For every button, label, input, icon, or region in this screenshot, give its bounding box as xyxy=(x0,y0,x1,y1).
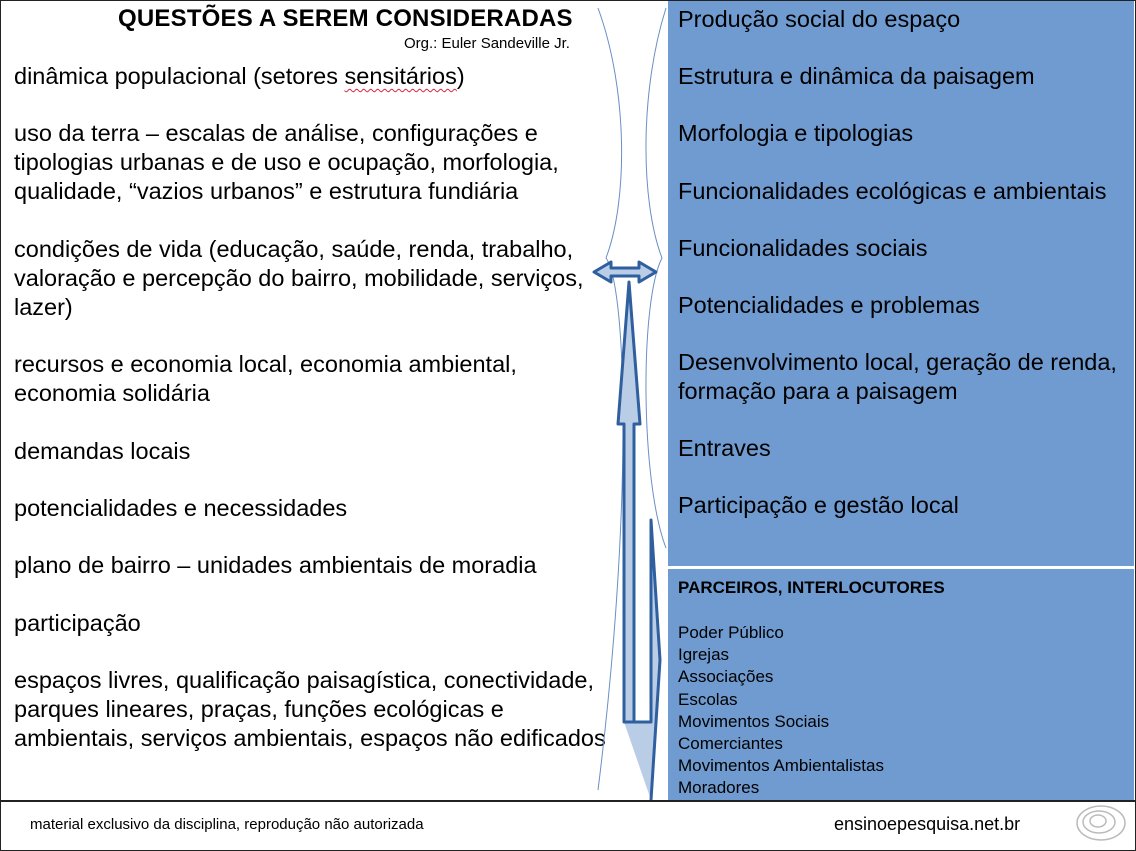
partner-item: Movimentos Ambientalistas xyxy=(678,756,884,776)
topic-item: Estrutura e dinâmica da paisagem xyxy=(678,63,1035,90)
topic-item: Morfologia e tipologias xyxy=(678,120,914,147)
list-item: demandas locais xyxy=(14,437,191,464)
list-item: uso da terra – escalas de análise, configurações e tipologias urbanas e de uso e ocupação, morfologia, qualidade, “vazios urbanos” e estrutura fundiária xyxy=(14,120,559,205)
double-arrow-icon xyxy=(594,262,656,282)
topic-item: Entraves xyxy=(678,434,771,461)
list-item-text: dinâmica populacional (setores xyxy=(14,63,338,89)
partner-item: Movimentos Sociais xyxy=(678,711,830,731)
page-subtitle: Org.: Euler Sandeville Jr. xyxy=(404,35,570,52)
topic-item: Potencialidades e problemas xyxy=(678,291,980,318)
footer-divider xyxy=(0,800,1136,802)
list-item-tail: ) xyxy=(456,63,465,89)
footer-notice: material exclusivo da disciplina, reprodução não autorizada xyxy=(30,816,424,833)
topic-item: Produção social do espaço xyxy=(678,6,961,32)
footer-site: ensinoepesquisa.net.br xyxy=(834,814,1021,834)
partner-item: Comerciantes xyxy=(678,734,783,754)
partners-heading: PARCEIROS, INTERLOCUTORES xyxy=(678,578,945,597)
partner-item: Escolas xyxy=(678,689,738,709)
topic-item: Participação e gestão local xyxy=(678,492,959,518)
topic-item: Funcionalidades sociais xyxy=(678,234,928,261)
list-item: recursos e economia local, economia ambiental, economia solidária xyxy=(14,351,517,407)
list-item: condições de vida (educação, saúde, renda, trabalho, valoração e percepção do bairro, mobilidade, serviços, lazer) xyxy=(14,235,584,320)
list-item: espaços livres, qualificação paisagística, conectividade, parques lineares, praças, funções ecológicas e ambientais, serviços ambientais, espaços não edificados xyxy=(14,667,606,752)
partner-item: Associações xyxy=(678,667,774,687)
spiral-logo-icon xyxy=(1077,806,1125,840)
list-item: potencialidades e necessidades xyxy=(14,494,348,521)
right-brace-curve xyxy=(646,8,666,548)
spellcheck-underlined-word: sensitários xyxy=(344,63,457,89)
list-item: plano de bairro – unidades ambientais de moradia xyxy=(14,552,537,579)
page-title: QUESTÕES A SEREM CONSIDERADAS xyxy=(118,5,573,32)
topic-item: Funcionalidades ecológicas e ambientais xyxy=(678,177,1107,204)
list-item: participação xyxy=(14,609,141,636)
partner-item: Igrejas xyxy=(678,645,730,665)
partner-item: Poder Público xyxy=(678,623,784,642)
partner-item: Moradores xyxy=(678,778,760,798)
topic-item: Desenvolvimento local, geração de renda, formação para a paisagem xyxy=(678,349,1117,404)
